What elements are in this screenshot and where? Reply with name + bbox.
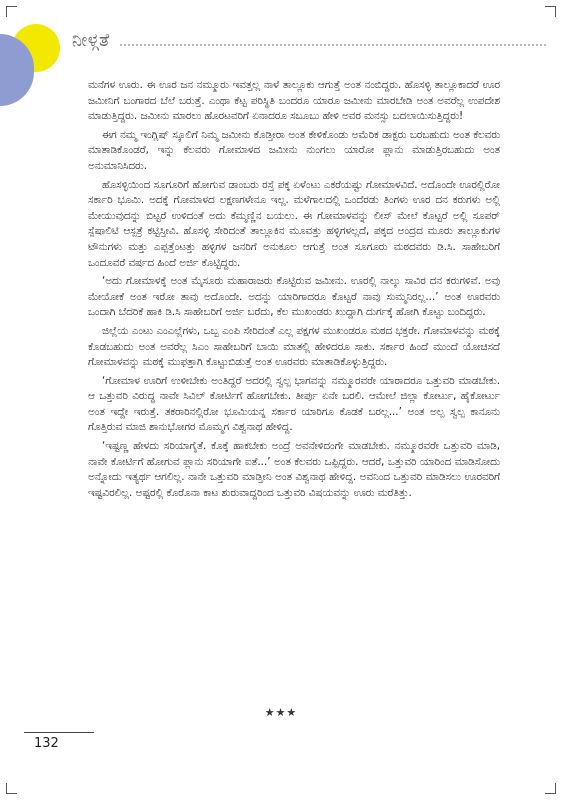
header-dotted-rule	[120, 44, 546, 46]
paragraph: ‘ಅದು ಗೋಮಾಳಕ್ಕೆ ಅಂತ ಮೈಸೂರು ಮಹಾರಾಜರು ಕೊಟ್ಟಿರುವ ಜಮೀನು. ಊರಲ್ಲಿ ನಾಲ್ಕು ಸಾವಿರ ದನ ಕರುಗಳಿವೆ. ಅವು ಮೇಯೋಕೆ ಅಂತ ಇರೋ ತಾವು ಅದೊಂದೇ. ಅದನ್ನು ಯಾರಿಗಾದರೂ ಕೊಟ್ಟರೆ ನಾವು ಸುಮ್ಮನಿರಲ್ಲ...’ ಅಂತ ಊರವರು ಒಂದಾಗಿ ಬೆದರಿಕೆ ಹಾಕಿ ಡಿ.ಸಿ ಸಾಹೇಬರಿಗೆ ಅರ್ಜಿ ಬರೆದು, ಕೆಲ ಮುಖಂಡರು ಖುದ್ದಾಗಿ ದುರ್ಗಕ್ಕೆ ಹೋಗಿ ಕೊಟ್ಟು ಬಂದಿದ್ದರು.	[88, 275, 500, 319]
page-number: 132	[34, 736, 59, 751]
paragraph: ‘ಇಷ್ಟಣ್ಣ ಹೇಳದು ಸರಿಯಾಗೈತೆ. ಕೊಕ್ಕೆ ಹಾಕಬೇಕು ಅಂದ್ರೆ ಅವನೇಳಿದಂಗೇ ಮಾಡಬೇಕು. ನಮ್ಮೂರವರೇ ಒತ್ತುವರಿ ಮಾಡಿ, ನಾವೇ ಕೋರ್ಟಿಗೆ ಹೋಗುವ ಪ್ಲಾನು ಸರಿಯಾಗೇ ಐತೆ...’ ಅಂತ ಕೆಲವರು ಒಪ್ಪಿದ್ದರು. ಆದರೆ, ಒತ್ತುವರಿ ಯಾರಿಂದ ಮಾಡಿಸೋದು ಅನ್ನೋದು ಇತ್ಯರ್ಥ ಆಗಲಿಲ್ಲ. ನಾನೇ ಒತ್ತುವರಿ ಮಾಡ್ತೀನಿ ಅಂತ ವಿಶ್ವನಾಥ ಹೇಳಿದ್ದ. ಅವನಿಂದ ಒತ್ತುವರಿ ಮಾಡಿಸಲು ಊರವರಿಗೆ ಇಷ್ಟವಿರಲಿಲ್ಲ. ಅಷ್ಟರಲ್ಲಿ ಕೊರೊನಾ ಕಾಟ ಶುರುವಾದ್ದರಿಂದ ಒತ್ತುವರಿ ವಿಷಯವನ್ನು ಊರು ಮರೆತಿತ್ತು.	[88, 440, 500, 499]
crop-mark-bottom-right	[545, 783, 556, 794]
footer-rule	[24, 732, 94, 733]
paragraph: ‘ಗೋಮಾಳ ಊರಿಗೆ ಉಳೀಬೇಕು ಅಂತಿದ್ದರೆ ಅದರಲ್ಲಿ ಸ್ವಲ್ಪ ಭಾಗವನ್ನು ನಮ್ಮೂರವರೇ ಯಾರಾದರೂ ಒತ್ತುವರಿ ಮಾಡಬೇಕು. ಆ ಒತ್ತುವರಿ ವಿರುದ್ಧ ನಾವೇ ಸಿವಿಲ್ ಕೋರ್ಟಿಗೆ ಹೋಗಬೇಕು. ತೀರ್ಪು ಏನೇ ಬರಲಿ. ಆಮೇಲೆ ಜಿಲ್ಲಾ ಕೋರ್ಟು, ಹೈಕೋರ್ಟು ಅಂತ ಇದ್ದೇ ಇರುತ್ತೆ. ತಕರಾರಿನಲ್ಲಿರೋ ಭೂಮಿಯನ್ನ ಸರ್ಕಾರ ಯಾರಿಗೂ ಕೊಡಕೆ ಬರಲ್ಲ...’ ಅಂತ ಅಲ್ಪ ಸ್ವಲ್ಪ ಕಾನೂನು ಗೊತ್ತಿರುವ ಮಾಜಿ ಶಾನುಭೋಗರ ಮೊಮ್ಮಗ ವಿಶ್ವನಾಥ ಹೇಳಿದ್ದ.	[88, 374, 500, 434]
paragraph: ಮನೆಗಳ ಊರು. ಈ ಊರ ಜನ ನಮ್ಮೂರು ಇವತ್ತಲ್ಲ ನಾಳೆ ತಾಲ್ಲೂಕು ಆಗುತ್ತೆ ಅಂತ ನಂಬಿದ್ದರು. ಹೊಸಳ್ಳಿ ತಾಲ್ಲೂಕಾದರೆ ಊರ ಜಮೀನಿಗೆ ಬಂಗಾರದ ಬೆಲೆ ಬರುತ್ತೆ. ಎಂಥಾ ಕೆಟ್ಟ ಪರಿಸ್ಥಿತಿ ಬಂದರೂ ಯಾರೂ ಜಮೀನು ಮಾರಬೇಡಿ ಅಂತ ಅವರೆಲ್ಲ ಉಪದೇಶ ಮಾಡುತ್ತಿದ್ದರು. ಜಮೀನು ಮಾರಲು ಹೊರಟವರಿಗೆ ಏನಾದರೂ ಸಬೂಬು ಹೇಳಿ ಅವರ ಮನಸ್ಸು ಬದಲಾಯಿಸುತ್ತಿದ್ದರು!	[88, 79, 500, 123]
story-body	[88, 78, 500, 504]
crop-mark-top-left	[6, 6, 17, 17]
paragraph: ಈಗ ನಮ್ಮ ಇಂಗ್ಲಿಷ್ ಸ್ಕೂಲಿಗೆ ನಿಮ್ಮ ಜಮೀನು ಕೊಡ್ತೀರಾ ಅಂತ ಕೇಳಿಕೊಂಡು ಅಮೆರಿಕ ಡಾಕ್ಟರು ಬರಬಹುದು ಅಂತ ಕೆಲವರು ಮಾತಾಡಿಕೊಂಡರೆ, ಇನ್ನು ಕೆಲವರು ಗೋಮಾಳದ ಜಮೀನು ನುಂಗಲು ಯಾರೋ ಪ್ಲಾನು ಮಾಡುತ್ತಿರಬಹುದು ಅಂತ ಅನುಮಾನಿಸಿದರು.	[88, 128, 500, 172]
crop-mark-top-right	[545, 6, 556, 17]
section-title: ನೀಳ್ಗತೆ	[72, 30, 110, 51]
paragraph: ಹೊಸಳ್ಳಿಯಿಂದ ಸೂಗೂರಿಗೆ ಹೋಗುವ ಡಾಂಬರು ರಸ್ತೆ ಪಕ್ಕ ಏಳೆಂಟು ಎಕರೆಯಷ್ಟು ಗೋಮಾಳವಿದೆ. ಅದೊಂದೇ ಊರಲ್ಲಿರೋ ಸರ್ಕಾರಿ ಭೂಮಿ. ಅದಕ್ಕೆ ಗೋಮಾಳದ ಲಕ್ಷಣಗಳೇನೂ ಇಲ್ಲ. ಮಳೆಗಾಲದಲ್ಲಿ ಒಂದೆರಡು ತಿಂಗಳು ಊರ ದನ ಕರುಗಳು ಅಲ್ಲಿ ಮೇಯುವುದನ್ನು ಬಿಟ್ಟರೆ ಉಳಿದಂತೆ ಅದು ಕೆಮ್ಮಣ್ಣಿನ ಬಯಲು. ಈ ಗೋಮಾಳವನ್ನು ಲೀಸ್ ಮೇಲೆ ಕೊಟ್ಟರೆ ಅಲ್ಲಿ ಸೂಪರ್ ಸ್ಪೆಷಾಲಿಟಿ ಆಸ್ಪತ್ರೆ ಕಟ್ಟಿಸ್ತೀವಿ. ಹೊಸಳ್ಳಿ ಸೇರಿದಂತೆ ತಾಲ್ಲೂಕಿನ ಮೂವತ್ತು ಹಳ್ಳಿಗಳಲ್ಲದೆ, ಪಕ್ಕದ ಅಂದ್ರದ ಮೂರು ತಾಲ್ಲೂಕುಗಳ ಟೌನುಗಳು ಮತ್ತು ಎಪ್ಪತ್ತೆಂಟತ್ತು ಹಳ್ಳಿಗಳ ಜನರಿಗೆ ಅನುಕೂಲ ಆಗುತ್ತೆ ಅಂತ ಸೂಗೂರು ಮಠದವರು ಡಿ.ಸಿ. ಸಾಹೇಬರಿಗೆ ಒಂದೂವರೆ ವರ್ಷದ ಹಿಂದೆ ಅರ್ಜಿ ಕೊಟ್ಟಿದ್ದರು.	[88, 178, 500, 269]
crop-mark-bottom-left	[6, 783, 17, 794]
section-separator: ★★★	[264, 706, 298, 719]
paragraph: ಜಿಲ್ಲೆಯ ಎಂಟು ಎಂಎಲ್ಲೆಗಳು, ಒಬ್ಬ ಎಂಪಿ ಸೇರಿದಂತೆ ಎಲ್ಲ ಪಕ್ಷಗಳ ಮುಖಂಡರೂ ಮಠದ ಭಕ್ತರೇ. ಗೋಮಾಳವನ್ನು ಮಠಕ್ಕೆ ಕೊಡಬಹುದು ಅಂತ ಅವರೆಲ್ಲ ಸಿಎಂ ಸಾಹೇಬರಿಗೆ ಬಾಯಿ ಮಾತಲ್ಲಿ ಹೇಳಿದರೂ ಸಾಕು. ಸರ್ಕಾರ ಹಿಂದೆ ಮುಂದೆ ಯೋಚಿಸದೆ ಗೋಮಾಳವನ್ನು ಮಠಕ್ಕೆ ಮುಫತ್ತಾಗಿ ಕೊಟ್ಟುಬಿಡುತ್ತೆ ಅಂತ ಊರವರು ಮಾತಾಡಿಕೊಳ್ಳುತ್ತಿದ್ದರು.	[88, 324, 500, 369]
